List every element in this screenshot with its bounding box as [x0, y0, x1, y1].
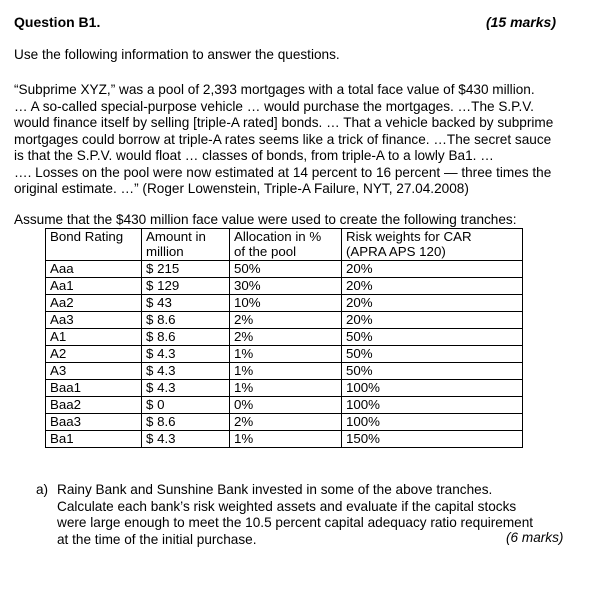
cell-rating: Baa2	[46, 397, 142, 414]
cell-amount: $ 4.3	[142, 363, 230, 380]
tranches-table	[45, 228, 523, 448]
cell-risk-weight: 20%	[342, 312, 523, 329]
intro-text: Use the following information to answer the questions.	[14, 47, 340, 62]
part-a-line: Calculate each bank’s risk weighted assets and evaluate if the capital stocks	[57, 498, 517, 514]
table-row	[46, 278, 523, 295]
header-line: million	[146, 244, 184, 259]
cell-risk-weight: 50%	[342, 363, 523, 380]
cell-rating: Aa1	[46, 278, 142, 295]
assume-text: Assume that the $430 million face value were used to create the following tranches:	[14, 212, 517, 227]
header-line: Allocation in %	[234, 229, 322, 244]
cell-rating: Baa3	[46, 414, 142, 431]
cell-rating: Aa2	[46, 295, 142, 312]
cell-risk-weight: 100%	[342, 380, 523, 397]
quote-line: … A so-called special-purpose vehicle … would purchase the mortgages. …The S.P.V.	[14, 98, 534, 114]
cell-amount: $ 8.6	[142, 414, 230, 431]
quote-line: …. Losses on the pool were now estimated at 14 percent to 16 percent — three times the	[14, 164, 552, 180]
cell-amount: $ 8.6	[142, 312, 230, 329]
cell-rating: Baa1	[46, 380, 142, 397]
part-a-label: a)	[36, 482, 49, 497]
header-line: (APRA APS 120)	[346, 244, 446, 259]
part-a-line: Rainy Bank and Sunshine Bank invested in some of the above tranches.	[57, 482, 493, 497]
header-risk-weights	[342, 229, 523, 261]
table-row	[46, 346, 523, 363]
cell-allocation: 1%	[230, 363, 342, 380]
table-row	[46, 380, 523, 397]
cell-risk-weight: 50%	[342, 329, 523, 346]
cell-rating: A2	[46, 346, 142, 363]
table-row	[46, 397, 523, 414]
header-bond-rating	[46, 229, 142, 261]
cell-amount: $ 8.6	[142, 329, 230, 346]
header-line: Amount in	[146, 229, 206, 244]
cell-amount: $ 4.3	[142, 431, 230, 448]
quote-line: would finance itself by selling [triple-A rated] bonds. … That a vehicle backed by subprime	[14, 115, 554, 130]
table-header-row	[46, 229, 523, 261]
question-title: Question B1.	[14, 14, 101, 30]
cell-amount: $ 4.3	[142, 346, 230, 363]
cell-allocation: 2%	[230, 312, 342, 329]
cell-risk-weight: 150%	[342, 431, 523, 448]
part-a-line: were large enough to meet the 10.5 percent capital adequacy ratio requirement	[57, 515, 534, 530]
header-amount	[142, 229, 230, 261]
cell-allocation: 50%	[230, 261, 342, 278]
table-row	[46, 295, 523, 312]
part-a-marks: (6 marks)	[506, 530, 564, 545]
cell-allocation: 2%	[230, 414, 342, 431]
cell-allocation: 2%	[230, 329, 342, 346]
question-marks: (15 marks)	[485, 14, 556, 30]
cell-rating: A3	[46, 363, 142, 380]
cell-risk-weight: 100%	[342, 414, 523, 431]
cell-allocation: 0%	[230, 397, 342, 414]
cell-risk-weight: 50%	[342, 346, 523, 363]
cell-risk-weight: 100%	[342, 397, 523, 414]
quote-line: original estimate. …” (Roger Lowenstein, Triple-A Failure, NYT, 27.04.2008)	[14, 181, 469, 196]
table-row	[46, 431, 523, 448]
quote-line: mortgages could borrow at triple-A rates seems like a trick of finance. …The secret sauce	[14, 131, 552, 147]
table-row	[46, 414, 523, 431]
cell-amount: $ 215	[142, 261, 230, 278]
cell-rating: Ba1	[46, 431, 142, 448]
header-allocation	[230, 229, 342, 261]
header-line: Risk weights for CAR	[346, 229, 472, 244]
table-row	[46, 363, 523, 380]
cell-allocation: 30%	[230, 278, 342, 295]
cell-amount: $ 129	[142, 278, 230, 295]
cell-allocation: 1%	[230, 380, 342, 397]
cell-allocation: 1%	[230, 346, 342, 363]
cell-allocation: 10%	[230, 295, 342, 312]
header-line: of the pool	[234, 244, 297, 259]
part-a-text	[57, 482, 577, 548]
cell-allocation: 1%	[230, 431, 342, 448]
table-row	[46, 261, 523, 278]
cell-rating: Aa3	[46, 312, 142, 329]
cell-amount: $ 4.3	[142, 380, 230, 397]
cell-rating: A1	[46, 329, 142, 346]
part-a-line: at the time of the initial purchase.	[57, 531, 257, 547]
cell-risk-weight: 20%	[342, 261, 523, 278]
quote-line: “Subprime XYZ,” was a pool of 2,393 mortgages with a total face value of $430 million.	[14, 82, 535, 97]
header-line: Bond Rating	[50, 229, 124, 244]
quote-paragraph	[14, 82, 604, 198]
table-row	[46, 312, 523, 329]
table-row	[46, 329, 523, 346]
quote-line: is that the S.P.V. would float … classes of bonds, from triple-A to a lowly Ba1. …	[14, 148, 494, 163]
cell-amount: $ 0	[142, 397, 230, 414]
cell-risk-weight: 20%	[342, 278, 523, 295]
cell-risk-weight: 20%	[342, 295, 523, 312]
cell-rating: Aaa	[46, 261, 142, 278]
cell-amount: $ 43	[142, 295, 230, 312]
